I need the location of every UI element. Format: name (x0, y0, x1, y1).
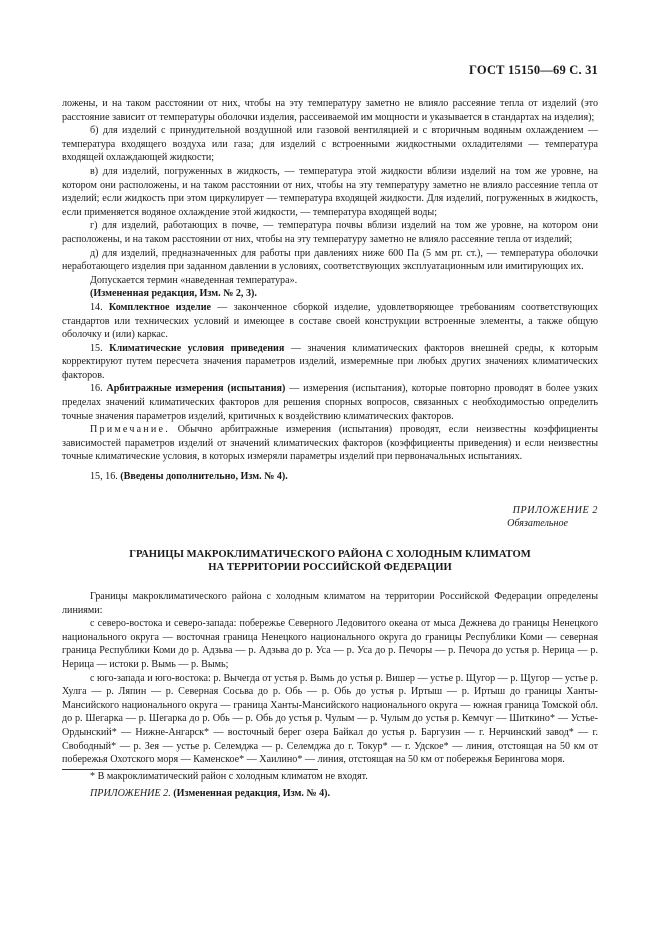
item-number: 16. (90, 383, 107, 395)
paragraph: с юго-запада и юго-востока: р. Вычегда от устья р. Вымь до устья р. Вишер — устье р. Щугор — р. Щугор — устье р. Хулга — р. Ляпин — р. Северная Сосьва до р. Обь — р. Обь до устья р. Иртыш — р. Иртыш до границы Ханты-Мансийского национального округа — граница Ханты-Мансийского национального округа — южная граница Томской обл. до р. Шегарка — р. Шегарка до р. Обь — р. Обь до устья р. Чулым — р. Чулым до устья р. Кемчуг — Шиткино* — Устье-Ордынский* — Нижне-Ангарск* — восточный берег озера Байкал до устья р. Баргузин — г. Нерчинский завод* — г. Свободный* — р. Зея — устье р. Селемджа — р. Селемджа до г. Токур* — г. Удское* — линия, отстоящая на 50 км от побережья Охотского моря — Каменское* — Хаилино* — линия, отстоящая на 50 км от побережья Берингова моря. (62, 672, 598, 766)
paragraph: б) для изделий с принудительной воздушной или газовой вентиляцией и с вторичным водяным охлаждением — температура входящего воздуха или газа; для изделий с встроенными жидкостными охладителями — температура входящей охлаждающей жидкости; (62, 125, 598, 164)
definition-text: — законченное сборкой изделие, удовлетворяющее требованиям соответствующих стандартов или технических условий и имеющее в составе своей конструкции встроенные элементы, а также общую оболочку и (или) каркас. (62, 301, 598, 341)
item-number: 15, 16. (90, 471, 121, 483)
appendix-title-line: ГРАНИЦЫ МАКРОКЛИМАТИЧЕСКОГО РАЙОНА С ХОЛОДНЫМ КЛИМАТОМ (129, 548, 531, 560)
paragraph: д) для изделий, предназначенных для работы при давлениях ниже 600 Па (5 мм рт. ст.), — температура оболочки неработающего изделия при заданном давлении в условиях, соответствующих эксплуатационным или имитирующих их. (62, 247, 598, 273)
definition-text: — измерения (испытания), которые повторно проводят в более узких пределах значений климатических факторов для решения спорных вопросов, связанных с необходимостью определить точные значения параметров изделий, критичных к воздействию климатических факторов. (62, 383, 598, 422)
footnote: * В макроклиматический район с холодным климатом не входят. (90, 770, 368, 782)
definition-14 (62, 301, 598, 342)
paragraph: Допускается термин «наведенная температура». (90, 274, 298, 286)
page-header: ГОСТ 15150—69 С. 31 (469, 63, 598, 77)
paragraph: в) для изделий, погруженных в жидкость, — температура этой жидкости вблизи изделий на том же уровне, на котором они расположены, и на таком расстоянии от них, чтобы на эту температуру заметно не влияло рассеяние тепла от изделий; если жидкость при этом циркулирует — температура входящей жидкости. Для изделий, погруженных в жидкость, если применяется водяное охлаждение этой жидкости, — температура входящей воды; (62, 165, 598, 218)
appendix-amendment-text: (Измененная редакция, Изм. № 4). (173, 788, 331, 800)
amendment-note: (Измененная редакция, Изм. № 2, 3). (90, 288, 257, 300)
item-number: 15. (90, 342, 110, 354)
defined-term: Комплектное изделие (108, 301, 212, 313)
note-text: Обычно арбитражные измерения (испытания) проводят, если неизвестны коэффициенты зависимостей параметров изделий от значений климатических факторов (коэффициенты приведения) и если неизвестны точные климатические условия, в которых измеряли параметры изделий при первоначальных испытаниях. (62, 424, 598, 463)
paragraph: г) для изделий, работающих в почве, — температура почвы вблизи изделий на том же уровне, на котором они расположены, и на таком расстоянии от них, чтобы на эту температуру заметно не влияло рассеяние тепла от изделий; (62, 220, 598, 245)
appendix-heading (62, 504, 598, 531)
defined-term: Климатические условия приведения (109, 342, 285, 354)
definition-text: — значения климатических факторов внешней среды, к которым корректируют путем пересчета значения параметров изделий, измеремные при любых других значениях климатических факторов. (62, 342, 598, 381)
note-paragraph (62, 423, 598, 464)
note-label: Примечание. (90, 424, 170, 436)
definition-16 (62, 382, 598, 423)
paragraph: с северо-востока и северо-запада: побережье Северного Ледовитого океана от мыса Дежнева до границы Ненецкого национального округа — восточная граница Ненецкого национального округа до границы Республики Коми — северная граница Республики Коми до р. Адзьва — р. Адзьва до р. Уса — р. Уса до р. Печоры — р. Печора до устья р. Нерица — р. Нерица — истоки р. Вымь — р. Вымь; (62, 618, 598, 670)
definition-15 (62, 342, 598, 383)
paragraph: ложены, и на таком расстоянии от них, чтобы на эту температуру заметно не влияло рассеяние тепла от изделий (это расстояние зависит от температуры оболочки изделия, рассеиваемой им мощности и указывается в стандартах на изделия); (62, 98, 598, 123)
appendix-title-line: НА ТЕРРИТОРИИ РОССИЙСКОЙ ФЕДЕРАЦИИ (208, 562, 452, 574)
item-number: 14. (90, 301, 109, 313)
paragraph: Границы макроклиматического района с холодным климатом на территории Российской Федерации определены линиями: (62, 591, 598, 616)
defined-term: Арбитражные измерения (испытания) (106, 383, 286, 395)
appendix-label: ПРИЛОЖЕНИЕ 2 (512, 504, 598, 516)
amendment-note (62, 470, 598, 484)
amendment-text: (Введены дополнительно, Изм. № 4). (120, 471, 288, 483)
appendix-status: Обязательное (507, 518, 568, 530)
appendix-amendment (62, 787, 598, 801)
page-content (62, 97, 598, 801)
appendix-amendment-label: ПРИЛОЖЕНИЕ 2. (90, 788, 174, 800)
appendix-title (62, 548, 598, 575)
